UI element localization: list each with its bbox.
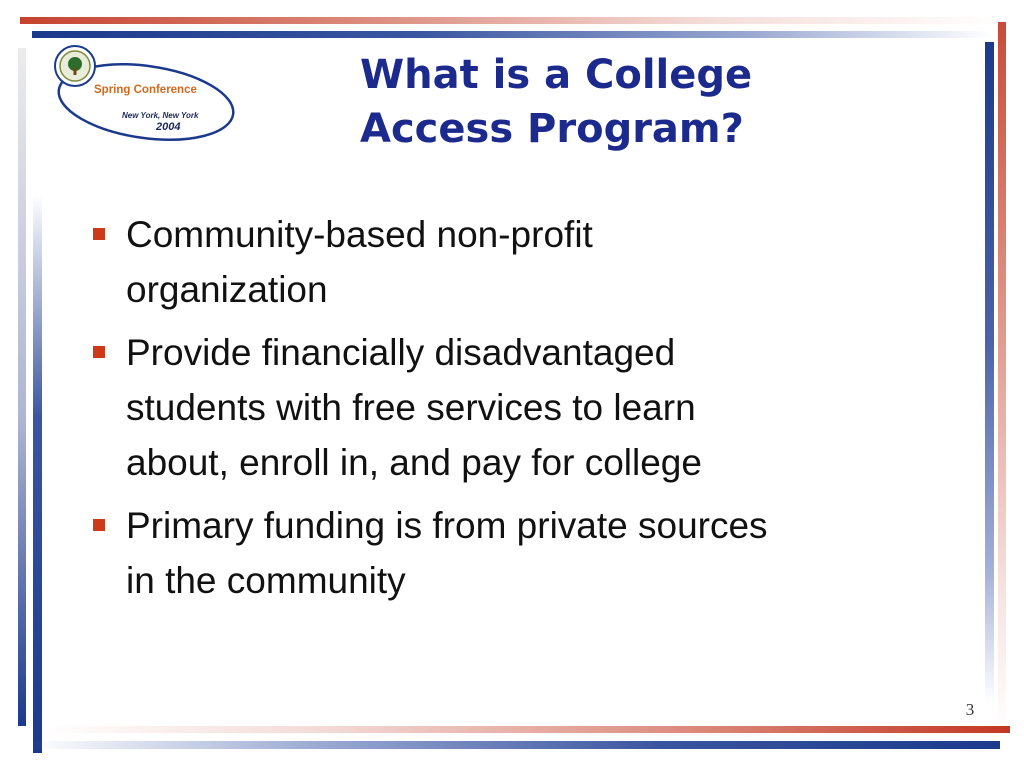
logo-year-text: 2004 [156, 121, 181, 133]
bottom-red-bar [40, 726, 1010, 733]
conference-logo [48, 42, 238, 144]
left-grey-bar [18, 48, 26, 726]
bullet-text-line: organization [126, 269, 328, 310]
bottom-blue-bar [30, 741, 1000, 749]
logo-conference-text: Spring Conference [94, 84, 197, 96]
page-number: 3 [965, 700, 975, 719]
top-red-bar [20, 17, 1010, 24]
right-red-bar [998, 22, 1006, 732]
slide-title-line-1: What is a College [360, 52, 753, 98]
top-blue-bar [32, 31, 992, 38]
slide-title-line-2: Access Program? [360, 106, 744, 152]
bullet-text-line: Provide financially disadvantaged [126, 332, 676, 373]
slide-title [360, 48, 920, 156]
bullet-text-line: Primary funding is from private sources [126, 505, 768, 546]
bullet-text-line: students with free services to learn [126, 387, 696, 428]
bullet-list [88, 207, 938, 616]
square-bullet-icon [93, 228, 105, 240]
conference-logo-graphic [48, 42, 238, 144]
square-bullet-icon [93, 519, 105, 531]
logo-location-text: New York, New York [122, 111, 199, 120]
left-blue-bar [33, 195, 42, 753]
bullet-item [88, 207, 938, 317]
right-blue-bar [985, 42, 994, 702]
bullet-text-line: about, enroll in, and pay for college [126, 442, 702, 483]
bullet-item [88, 498, 938, 608]
bullet-text-line: Community-based non-profit [126, 214, 593, 255]
square-bullet-icon [93, 346, 105, 358]
bullet-item [88, 325, 938, 490]
bullet-text-line: in the community [126, 560, 406, 601]
